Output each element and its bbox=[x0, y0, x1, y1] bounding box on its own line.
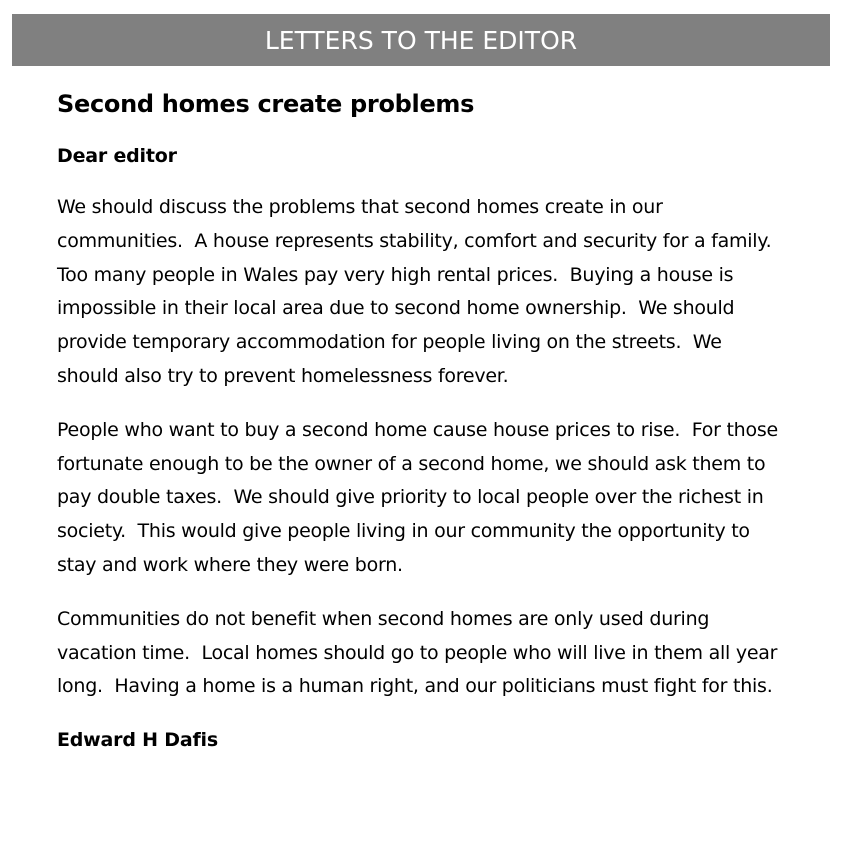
letters-banner bbox=[12, 14, 830, 66]
letter-signature: Edward H Dafis bbox=[57, 729, 218, 752]
letter-paragraph-2: People who want to buy a second home cause house prices to rise. For those fortunate enough to be the owner of a second home, we should ask them to pay double taxes. We should give priority to local people over the richest in society. This would give people living in our community the opportunity to stay and work where they were born. bbox=[57, 418, 784, 576]
letter-paragraph-3: Communities do not benefit when second homes are only used during vacation time. Local homes should go to people who will live in them all year long. Having a home is a human right, and our politicians must fight for this. bbox=[57, 607, 784, 698]
letter-salutation: Dear editor bbox=[57, 145, 177, 167]
letter-content bbox=[57, 86, 787, 754]
letter-headline: Second homes create problems bbox=[57, 90, 475, 118]
letter-paragraph-1: We should discuss the problems that second homes create in our communities. A house represents stability, comfort and security for a family. Too many people in Wales pay very high rental prices. Buying a house is impossible in their local area due to second home ownership. We should provide temporary accommodation for people living on the streets. We should also try to prevent homelessness forever. bbox=[57, 196, 783, 387]
banner-title: LETTERS TO THE EDITOR bbox=[264, 25, 578, 55]
